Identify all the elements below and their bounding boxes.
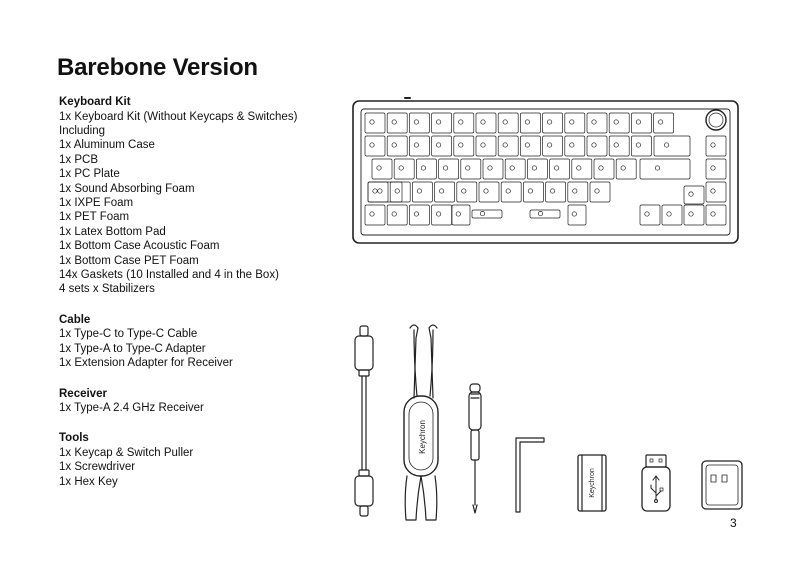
usb-c-cable-illustration: [355, 326, 373, 516]
switch-pin: [525, 143, 529, 147]
switch-socket: [472, 210, 502, 218]
switch-socket: [432, 205, 452, 225]
list-item: 4 sets x Stabilizers: [59, 283, 155, 296]
switch-pin: [547, 120, 551, 124]
list-item: 1x Type-C to Type-C Cable: [59, 328, 198, 341]
switch-pin: [395, 189, 399, 193]
switch-socket: [590, 182, 610, 202]
switch-pin: [554, 166, 558, 170]
switch-socket: [387, 136, 407, 156]
switch-socket: [594, 159, 614, 179]
switch-pin: [614, 120, 618, 124]
list-item: 1x Latex Bottom Pad: [59, 225, 166, 238]
list-item: 1x Keycap & Switch Puller: [59, 446, 194, 459]
switch-socket: [565, 113, 585, 133]
switch-pin: [459, 143, 463, 147]
switch-pin: [525, 120, 529, 124]
page-title: Barebone Version: [57, 54, 258, 81]
switch-pin: [655, 166, 659, 170]
list-item: Including: [59, 124, 106, 137]
switch-socket: [706, 159, 726, 179]
switch-socket: [527, 159, 547, 179]
switch-pin: [481, 120, 485, 124]
section-heading: Tools: [59, 432, 89, 445]
switch-socket: [476, 136, 496, 156]
keycap-switch-puller-illustration: [404, 325, 438, 520]
switch-pin: [621, 166, 625, 170]
switch-socket: [546, 182, 566, 202]
switch-socket: [435, 182, 455, 202]
switch-pin: [488, 166, 492, 170]
switch-socket: [394, 159, 414, 179]
list-item: 1x Bottom Case Acoustic Foam: [59, 240, 220, 253]
list-item: 1x PC Plate: [59, 168, 120, 181]
switch-pin: [592, 120, 596, 124]
switch-pin: [550, 189, 554, 193]
switch-pin: [510, 166, 514, 170]
section-heading: Keyboard Kit: [59, 96, 131, 108]
list-item: 14x Gaskets (10 Installed and 4 in the Box): [59, 268, 279, 281]
switch-pin: [528, 189, 532, 193]
screwdriver-illustration: [469, 384, 481, 513]
switch-socket: [498, 136, 518, 156]
switch-pin: [645, 212, 649, 216]
list-item: 1x Bottom Case PET Foam: [59, 254, 199, 267]
switch-socket: [390, 182, 410, 202]
switch-socket: [565, 136, 585, 156]
list-item: 1x Aluminum Case: [59, 139, 155, 152]
extension-adapter-illustration: [702, 461, 742, 509]
list-item: 1x Type-A 2.4 GHz Receiver: [59, 402, 204, 414]
switch-pin: [459, 120, 463, 124]
switch-pin: [414, 120, 418, 124]
switch-socket: [387, 113, 407, 133]
switch-pin: [664, 143, 668, 147]
switch-socket: [387, 205, 407, 225]
switch-socket: [550, 159, 570, 179]
switch-socket: [684, 186, 704, 204]
switch-socket: [543, 113, 563, 133]
switch-pin: [711, 143, 715, 147]
switch-pin: [370, 143, 374, 147]
list-item: 1x Screwdriver: [59, 461, 136, 474]
switch-socket: [706, 136, 726, 156]
switch-pin: [570, 120, 574, 124]
list-item: 1x IXPE Foam: [59, 196, 134, 209]
receiver-illustration: [642, 455, 670, 511]
switch-socket: [432, 113, 452, 133]
switch-socket: [568, 182, 588, 202]
switch-socket: [409, 136, 429, 156]
switch-pin: [421, 166, 425, 170]
switch-socket: [365, 113, 385, 133]
usb-adapter-illustration: [578, 455, 606, 511]
switch-socket: [631, 113, 651, 133]
switch-socket: [476, 113, 496, 133]
switch-socket: [654, 136, 690, 156]
switch-pin: [466, 166, 470, 170]
switch-socket: [365, 205, 385, 225]
switch-socket: [568, 205, 586, 225]
switch-pin: [636, 143, 640, 147]
switch-socket: [365, 136, 385, 156]
switch-socket: [501, 182, 521, 202]
switch-pin: [439, 189, 443, 193]
keyboard-illustration: [353, 98, 738, 243]
switch-socket: [684, 205, 704, 225]
switch-pin: [658, 120, 662, 124]
switch-socket: [609, 136, 629, 156]
switch-pin: [392, 143, 396, 147]
switch-pin: [414, 143, 418, 147]
switch-socket: [640, 205, 660, 225]
switch-pin: [547, 143, 551, 147]
switch-pin: [436, 120, 440, 124]
switch-pin: [570, 143, 574, 147]
switch-pin: [462, 189, 466, 193]
switch-pin: [481, 143, 485, 147]
switch-socket: [520, 136, 540, 156]
switch-pin: [503, 143, 507, 147]
switch-pin: [577, 166, 581, 170]
switch-socket: [706, 205, 726, 225]
switch-socket: [631, 136, 651, 156]
switch-pin: [532, 166, 536, 170]
switch-pin: [503, 120, 507, 124]
switch-pin: [592, 143, 596, 147]
list-item: 1x Type-A to Type-C Adapter: [59, 342, 206, 355]
switch-pin: [667, 212, 671, 216]
switch-pin: [711, 166, 715, 170]
switch-pin: [377, 166, 381, 170]
keyboard-switch-sockets: [365, 113, 726, 225]
switch-socket: [640, 159, 690, 179]
usb-icon: [651, 476, 663, 503]
switch-socket: [461, 159, 481, 179]
list-item: 1x Sound Absorbing Foam: [59, 182, 195, 195]
switch-socket: [409, 113, 429, 133]
switch-pin: [392, 120, 396, 124]
section-heading: Cable: [59, 313, 91, 326]
list-item: 1x Extension Adapter for Receiver: [59, 357, 233, 370]
switch-socket: [543, 136, 563, 156]
switch-socket: [523, 182, 543, 202]
section-heading: Receiver: [59, 387, 107, 400]
switch-pin: [573, 189, 577, 193]
page-number: 3: [730, 516, 737, 530]
switch-pin: [484, 189, 488, 193]
hex-key-illustration: [516, 438, 544, 512]
list-item: 1x Hex Key: [59, 475, 118, 488]
switch-pin: [399, 166, 403, 170]
switch-socket: [454, 136, 474, 156]
switch-socket: [432, 136, 452, 156]
switch-pin: [599, 166, 603, 170]
switch-pin: [538, 211, 542, 215]
switch-socket: [662, 205, 682, 225]
switch-socket: [654, 113, 674, 133]
switch-socket: [454, 113, 474, 133]
switch-pin: [572, 212, 576, 216]
switch-socket: [483, 159, 503, 179]
list-item: 1x PET Foam: [59, 211, 130, 224]
switch-socket: [587, 136, 607, 156]
switch-pin: [689, 212, 693, 216]
switch-socket: [616, 159, 636, 179]
switch-pin: [378, 189, 382, 193]
switch-pin: [480, 211, 484, 215]
switch-pin: [436, 212, 440, 216]
switch-socket: [409, 205, 429, 225]
switch-socket: [498, 113, 518, 133]
switch-pin: [443, 166, 447, 170]
switch-pin: [614, 143, 618, 147]
switch-pin: [417, 189, 421, 193]
switch-pin: [711, 189, 715, 193]
switch-pin: [595, 189, 599, 193]
switch-socket: [505, 159, 525, 179]
switch-pin: [392, 212, 396, 216]
puller-brand-label: Keychron: [418, 420, 427, 454]
switch-pin: [370, 212, 374, 216]
switch-socket: [572, 159, 592, 179]
switch-socket: [609, 113, 629, 133]
switch-socket: [452, 205, 470, 225]
switch-socket: [457, 182, 477, 202]
switch-socket: [412, 182, 432, 202]
switch-socket: [416, 159, 436, 179]
switch-pin: [636, 120, 640, 124]
switch-pin: [370, 120, 374, 124]
switch-socket: [520, 113, 540, 133]
switch-pin: [436, 143, 440, 147]
switch-pin: [711, 212, 715, 216]
switch-pin: [689, 192, 693, 196]
switch-socket: [530, 210, 560, 218]
switch-socket: [706, 182, 726, 202]
switch-pin: [414, 212, 418, 216]
switch-pin: [456, 212, 460, 216]
switch-socket: [479, 182, 499, 202]
switch-socket: [439, 159, 459, 179]
switch-socket: [587, 113, 607, 133]
adapter-brand-label: Keychron: [589, 468, 596, 498]
switch-pin: [506, 189, 510, 193]
switch-pin: [373, 189, 377, 193]
switch-socket: [372, 159, 392, 179]
list-item: 1x Keyboard Kit (Without Keycaps & Switches): [59, 110, 298, 123]
list-item: 1x PCB: [59, 153, 98, 166]
